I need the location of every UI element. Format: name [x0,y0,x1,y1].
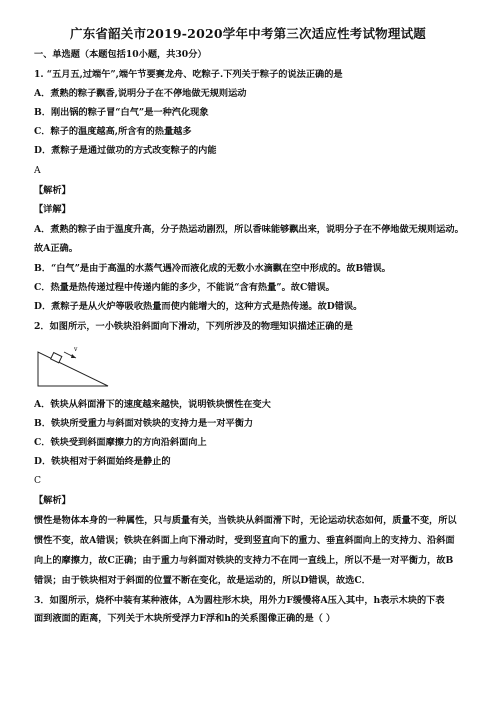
question-3-stem-line: 3．如图所示，烧杯中装有某种液体，A为圆柱形木块，用外力F缓慢将A压入其中，h表示木块的下表 [34,595,445,606]
question-2-analysis-label: 【解析】 [34,495,71,506]
question-1-detail-label: 【详解】 [34,204,71,215]
incline-diagram [34,342,114,390]
question-2-analysis-line: 惯性不变，故A错误；铁块在斜面上向下滑动时，受到竖直向下的重力、垂直斜面向上的支持力、沿斜面 [34,535,455,546]
question-1-analysis-label: 【解析】 [34,185,71,196]
section-heading: 一、单选题（本题包括10小题，共30分） [34,49,207,60]
question-2-analysis-line: 错误；由于铁块相对于斜面的位置不断在变化，故是运动的，所以D错误，故选C． [34,575,371,586]
question-1-option-d: D．煮粽子是通过做功的方式改变粽子的内能 [34,145,217,156]
question-2-stem: 2．如图所示，一小铁块沿斜面向下滑动，下列所涉及的物理知识描述正确的是 [34,321,353,332]
question-1-answer: A [34,165,41,176]
page-title: 广东省韶关市2019-2020学年中考第三次适应性考试物理试题 [70,26,426,41]
question-1-option-c: C．粽子的温度越高,所含有的热量越多 [34,126,192,137]
question-1-detail-line: C．热量是热传递过程中传递内能的多少，不能说“含有热量”。故C错误。 [34,282,335,293]
question-1-detail-line: B．“白气”是由于高温的水蒸气遇冷而液化成的无数小水滴飘在空中形成的。故B错误。 [34,263,391,274]
question-1-detail-line: D．煮粽子是从火炉等吸收热量而使内能增大的，这种方式是热传递。故D错误。 [34,301,363,312]
question-2-option-c: C．铁块受到斜面摩擦力的方向沿斜面向上 [34,437,207,448]
question-2-option-b: B．铁块所受重力与斜面对铁块的支持力是一对平衡力 [34,418,254,429]
question-3-stem-line: 面到液面的距离，下列关于木块所受浮力F浮和h的关系图像正确的是（ ） [34,613,336,624]
question-2-answer: C [34,475,42,486]
question-1-option-b: B．刚出锅的粽子冒“白气”是一种汽化现象 [34,107,209,118]
iron-block [51,353,62,363]
question-2-option-d: D．铁块相对于斜面始终是静止的 [34,456,171,467]
question-1-stem: 1. “五月五,过端午”,端午节要赛龙舟、吃粽子.下列关于粽子的说法正确的是 [34,69,343,80]
question-2-analysis-line: 向上的摩擦力，故C正确；由于重力与斜面对铁块的支持力不在同一直线上，所以不是一对平衡力，故B [34,555,454,566]
question-1-detail-line: A．煮熟的粽子由于温度升高，分子热运动剧烈，所以香味能够飘出来，说明分子在不停地做无规则运动。 [34,224,464,235]
arrow-head-icon [71,354,76,358]
velocity-label: v [74,346,78,353]
question-1-option-a: A．煮熟的粽子飘香,说明分子在不停地做无规则运动 [34,88,247,99]
question-2-analysis-line: 惯性是物体本身的一种属性，只与质量有关，当铁块从斜面滑下时，无论运动状态如何，质量不变，所以 [34,515,457,526]
question-1-detail-line: 故A正确。 [34,243,78,254]
question-2-option-a: A．铁块从斜面滑下的速度越来越快，说明铁块惯性在变大 [34,399,271,410]
